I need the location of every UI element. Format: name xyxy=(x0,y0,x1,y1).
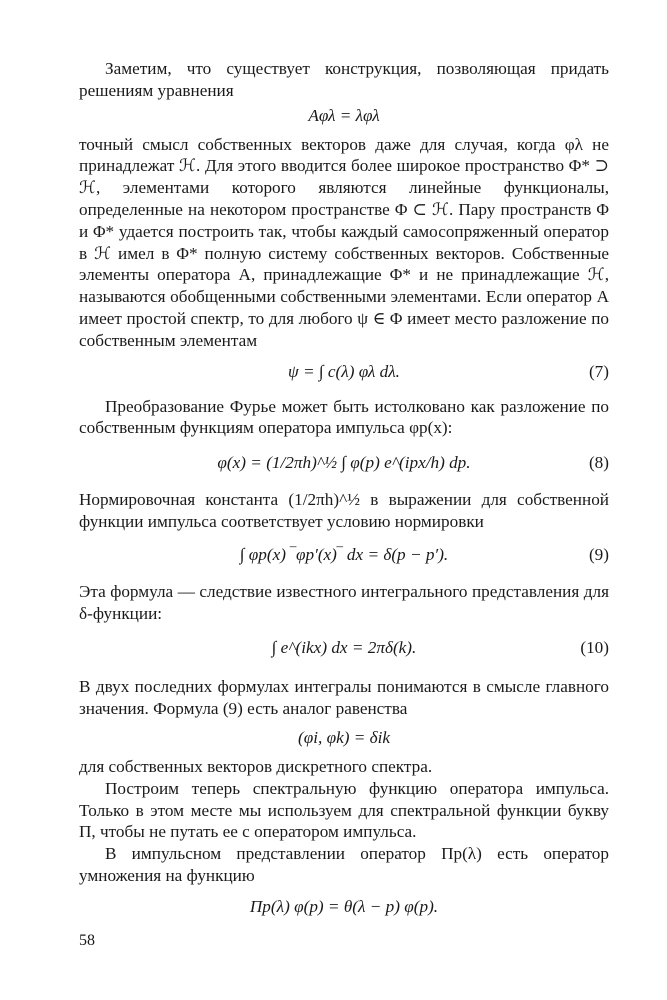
equation-10-body: ∫ e^(ikx) dx = 2πδ(k). xyxy=(271,638,417,658)
equation-spectral: Πp(λ) φ(p) = θ(λ − p) φ(p). xyxy=(249,896,439,916)
paragraph-2: точный смысл собственных векторов даже для случая, когда φλ не принадлежат ℋ. Для этого вводится более широкое пространство Φ* ⊃ ℋ, элементами которого являются линейные функционалы, определенные на некотором пространстве Φ ⊂ ℋ. Пару пространств Φ и Φ* удается построить так, чтобы каждый самосопряженный оператор в ℋ имел в Φ* полную систему собственных векторов. Собственные элементы оператора A, принадлежащие Φ* и не принадлежащие ℋ, называются обобщенными собственными элементами. Если оператор A имеет простой спектр, то для любого ψ ∈ Φ имеет место разложение по собственным элементам xyxy=(79,134,609,350)
equation-10-number: (10) xyxy=(580,638,609,658)
equation-eigen: Aφλ = λφλ xyxy=(308,105,380,125)
paragraph-7: для собственных векторов дискретного спектра. xyxy=(79,756,433,776)
paragraph-3: Преобразование Фурье может быть истолковано как разложение по собственным функциям оператора импульса φp(x): xyxy=(79,396,609,438)
equation-kronecker: (φi, φk) = δik xyxy=(297,727,391,747)
paragraph-4: Нормировочная константа (1/2πh)^½ в выражении для собственной функции импульса соответствует условию нормировки xyxy=(79,490,609,531)
paragraph-1: Заметим, что существует конструкция, позволяющая придать решениям уравнения xyxy=(79,59,609,100)
page-body xyxy=(79,58,609,917)
equation-8-number: (8) xyxy=(588,453,609,473)
paragraph-6: В двух последних формулах интегралы понимаются в смысле главного значения. Формула (9) есть аналог равенства xyxy=(79,677,609,719)
paragraph-5: Эта формула — следствие известного интегрального представления для δ-функции: xyxy=(79,581,609,623)
equation-9-number: (9) xyxy=(588,544,609,564)
page-number: 58 xyxy=(79,932,95,949)
equation-7-body: ψ = ∫ c(λ) φλ dλ. xyxy=(288,361,400,381)
equation-7 xyxy=(79,362,609,382)
equation-8-body: φ(x) = (1/2πh)^½ ∫ φ(p) e^(ipx/h) dp. xyxy=(217,453,471,473)
equation-9-body: ∫ φp(x) ‾φp′(x)‾ dx = δ(p − p′). xyxy=(239,544,449,564)
paragraph-9: В импульсном представлении оператор Πp(λ) есть оператор умножения на функцию xyxy=(79,844,609,885)
equation-9 xyxy=(79,545,609,565)
equation-8 xyxy=(79,453,609,473)
equation-7-number: (7) xyxy=(588,361,609,381)
paragraph-8: Построим теперь спектральную функцию оператора импульса. Только в этом месте мы используем для спектральной функции букву Π, чтобы не путать ее с оператором импульса. xyxy=(79,778,609,842)
equation-10 xyxy=(79,638,609,658)
